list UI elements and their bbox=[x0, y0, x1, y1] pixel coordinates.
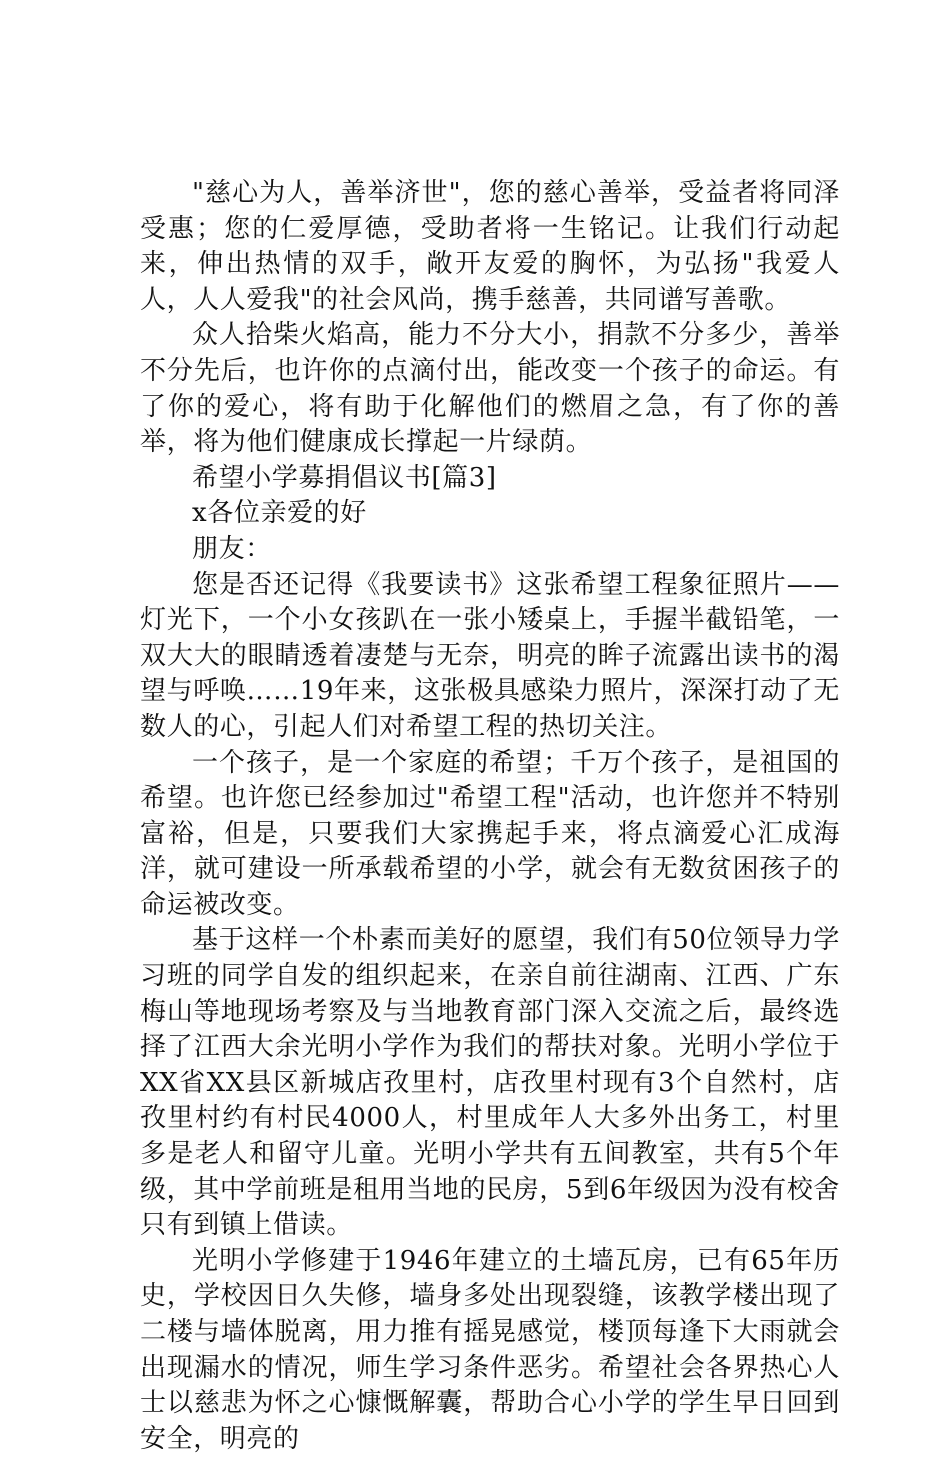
paragraph-many-hands: 众人拾柴火焰高，能力不分大小，捐款不分多少，善举不分先后，也许你的点滴付出，能改变一个孩子的命运。有了你的爱心，将有助于化解他们的燃眉之急，有了你的善举，将为他们健康成长撑起一片绿荫。 bbox=[140, 320, 840, 458]
paragraph-photo-memory: 您是否还记得《我要读书》这张希望工程象征照片——灯光下，一个小女孩趴在一张小矮桌上，手握半截铅笔，一双大大的眼睛透着凄楚与无奈，明亮的眸子流露出读书的渴望与呼唤……19年来，这张极具感染力照片，深深打动了无数人的心，引起人们对希望工程的热切关注。 bbox=[140, 569, 840, 742]
section-heading: 希望小学募捐倡议书[篇3] bbox=[192, 462, 497, 493]
paragraph-child-hope: 一个孩子，是一个家庭的希望；千万个孩子，是祖国的希望。也许您已经参加过"希望工程"活动，也许您并不特别富裕，但是，只要我们大家携起手来，将点滴爱心汇成海洋，就可建设一所承载希望的小学，就会有无数贫困孩子的命运被改变。 bbox=[140, 747, 840, 920]
paragraph-school-condition: 光明小学修建于1946年建立的土墙瓦房，已有65年历史，学校因日久失修，墙身多处出现裂缝，该教学楼出现了二楼与墙体脱离，用力推有摇晃感觉，楼顶每逢下大雨就会出现漏水的情况，师生学习条件恶劣。希望社会各界热心人士以慈悲为怀之心慷慨解囊，帮助合心小学的学生早日回到安全，明亮的 bbox=[140, 1245, 840, 1454]
paragraph-charity-appeal: "慈心为人，善举济世"，您的慈心善举，受益者将同泽受惠；您的仁爱厚德，受助者将一生铭记。让我们行动起来，伸出热情的双手，敞开友爱的胸怀，为弘扬"我爱人人，人人爱我"的社会风尚，携手慈善，共同谱写善歌。 bbox=[140, 178, 840, 315]
paragraph-school-selection: 基于这样一个朴素而美好的愿望，我们有50位领导力学习班的同学自发的组织起来，在亲自前往湖南、江西、广东梅山等地现场考察及与当地教育部门深入交流之后，最终选择了江西大余光明小学作为我们的帮扶对象。光明小学位于XX省XX县区新城店孜里村，店孜里村现有3个自然村，店孜里村约有村民4000人，村里成年人大多外出务工，村里多是老人和留守儿童。光明小学共有五间教室，共有5个年级，其中学前班是租用当地的民房，5到6年级因为没有校舍只有到镇上借读。 bbox=[140, 925, 840, 1241]
salutation-line-2: 朋友： bbox=[192, 533, 272, 564]
document-body bbox=[140, 176, 840, 1457]
salutation-line-1: x各位亲爱的好 bbox=[192, 498, 367, 529]
